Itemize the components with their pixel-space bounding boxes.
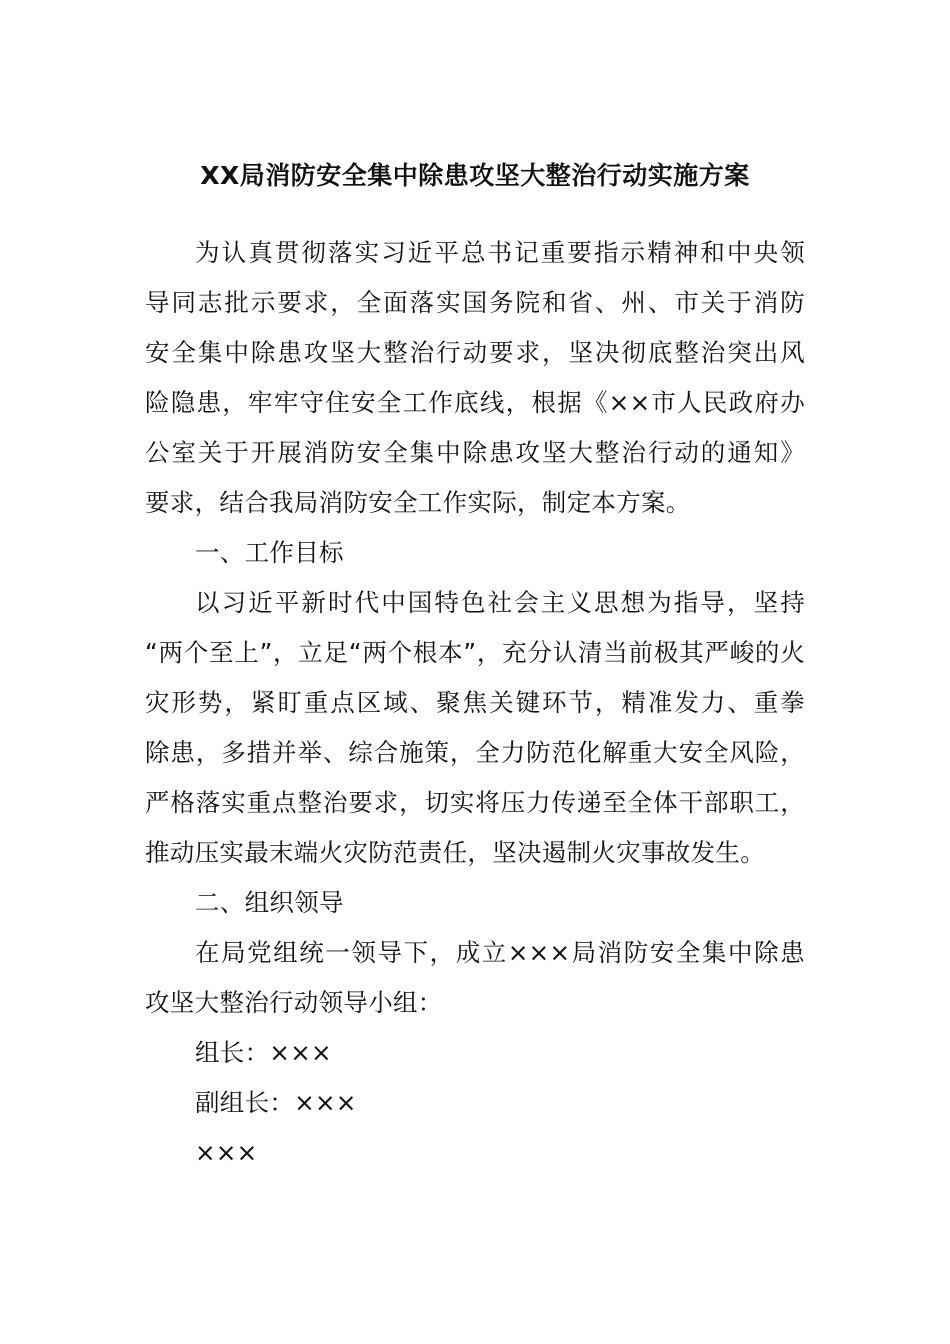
member-line: ××× [195, 1138, 258, 1167]
paragraph-line: 除患，多措并举、综合施策，全力防范化解重大安全风险， [145, 738, 805, 767]
paragraph-line: “两个至上”，立足“两个根本”，充分认清当前极其严峻的火 [145, 638, 805, 667]
paragraph-line: 灾形势，紧盯重点区域、聚焦关键环节，精准发力、重拳 [145, 688, 805, 717]
document-title: XX局消防安全集中除患攻坚大整治行动实施方案 [200, 161, 750, 190]
paragraph-line: 公室关于开展消防安全集中除患攻坚大整治行动的通知》 [145, 438, 805, 467]
paragraph-line: 要求，结合我局消防安全工作实际，制定本方案。 [145, 488, 691, 517]
deputy-leader-line: 副组长：××× [195, 1088, 357, 1117]
paragraph-line: 推动压实最末端火灾防范责任，坚决遏制火灾事故发生。 [145, 838, 765, 867]
paragraph-line: 以习近平新时代中国特色社会主义思想为指导，坚持 [195, 588, 805, 617]
paragraph-line: 为认真贯彻落实习近平总书记重要指示精神和中央领 [195, 238, 805, 267]
paragraph-line: 安全集中除患攻坚大整治行动要求，坚决彻底整治突出风 [145, 338, 805, 367]
paragraph-line: 在局党组统一领导下，成立×××局消防安全集中除患 [195, 938, 805, 967]
paragraph-line: 攻坚大整治行动领导小组： [145, 988, 443, 1017]
section-heading: 二、组织领导 [195, 888, 344, 917]
section-heading: 一、工作目标 [195, 538, 344, 567]
paragraph-line: 严格落实重点整治要求，切实将压力传递至全体干部职工， [145, 788, 805, 817]
paragraph-line: 导同志批示要求，全面落实国务院和省、州、市关于消防 [145, 288, 805, 317]
paragraph-line: 险隐患，牢牢守住安全工作底线，根据《××市人民政府办 [145, 388, 805, 417]
group-leader-line: 组长：××× [195, 1038, 332, 1067]
